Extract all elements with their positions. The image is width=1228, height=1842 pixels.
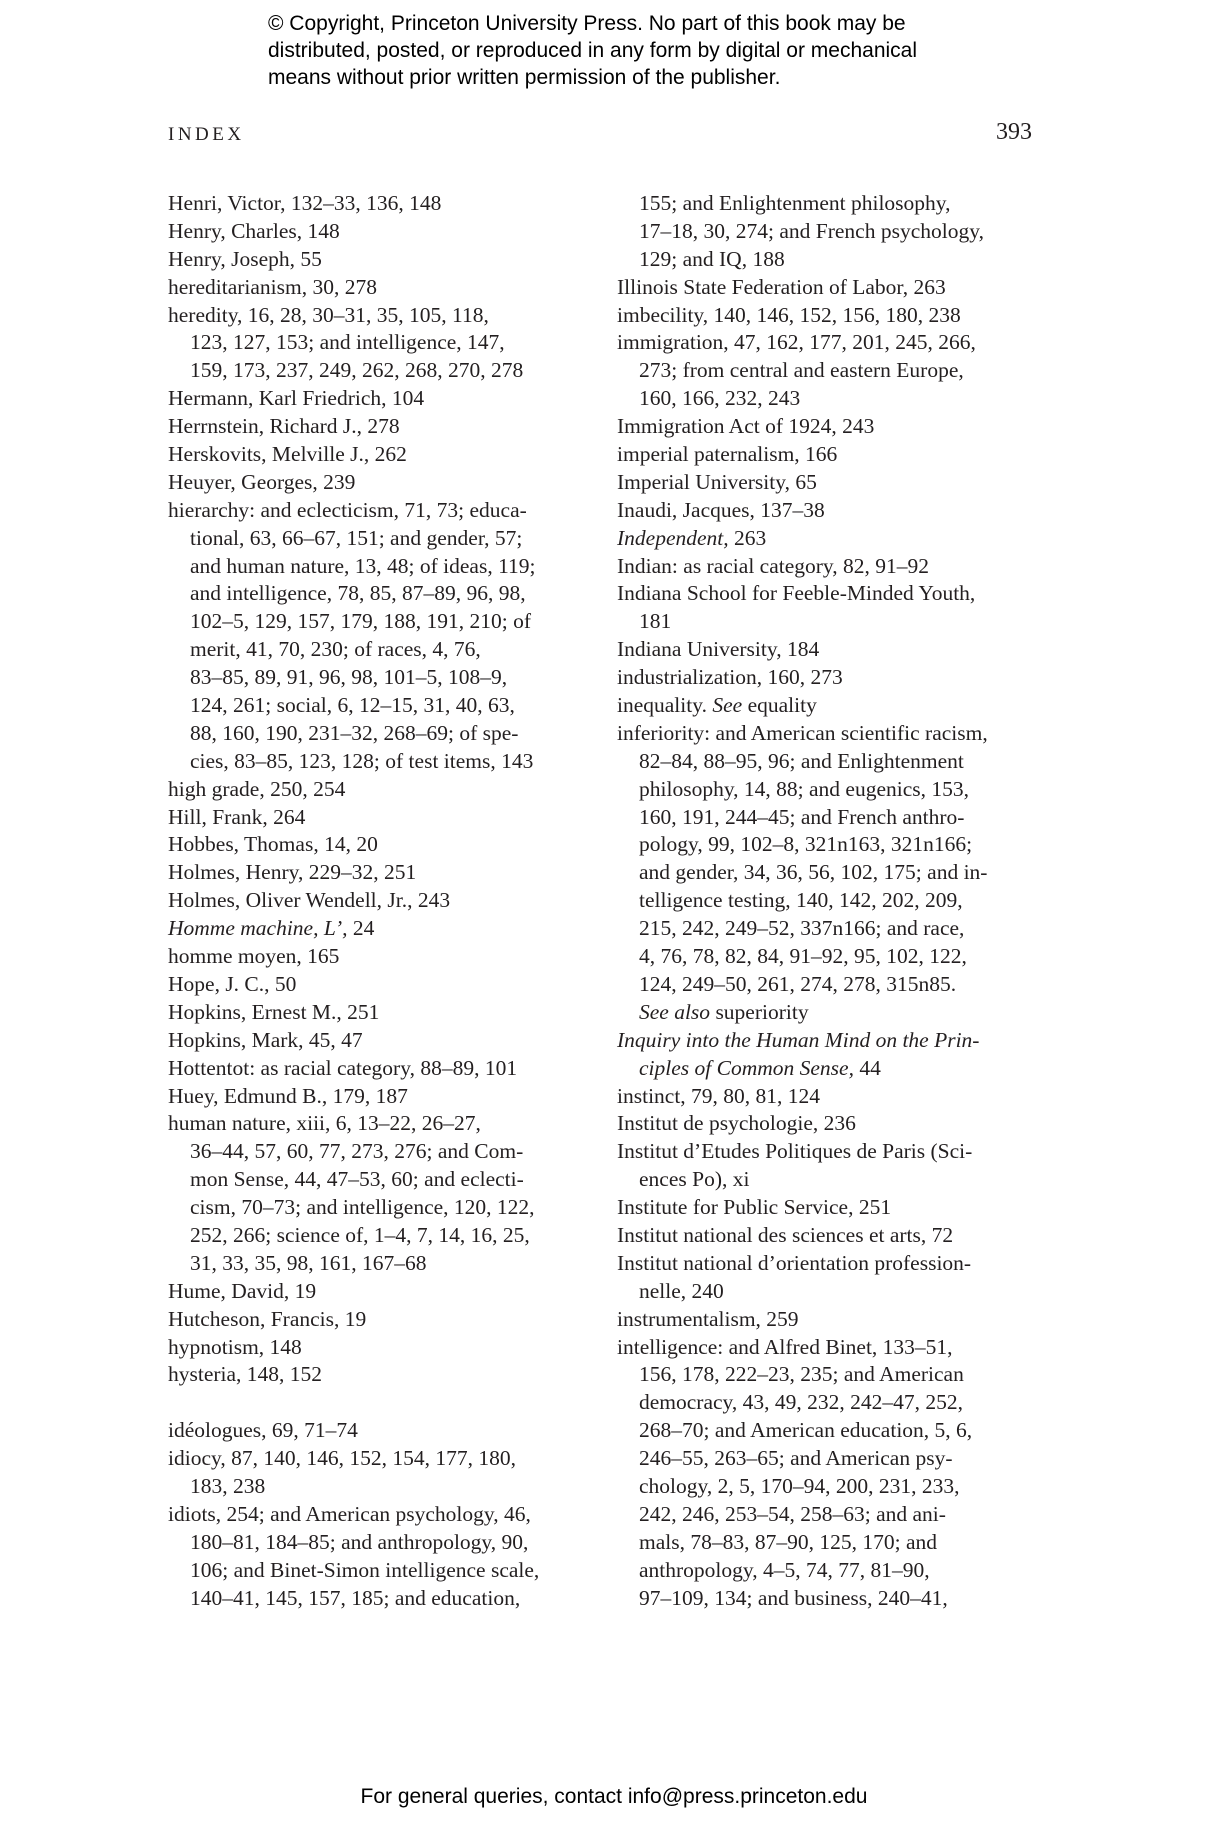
index-text: 215, 242, 249–52, 337n166; and race, bbox=[639, 916, 965, 941]
index-text: equality bbox=[742, 693, 817, 718]
index-text: 252, 266; science of, 1–4, 7, 14, 16, 25, bbox=[190, 1222, 530, 1247]
index-entry-line bbox=[168, 1278, 598, 1306]
index-entry-line bbox=[168, 1083, 598, 1111]
index-text: 181 bbox=[639, 609, 672, 634]
index-continuation-line bbox=[617, 804, 1047, 832]
index-text: 155; and Enlightenment philosophy, bbox=[639, 191, 951, 215]
index-text: telligence testing, 140, 142, 202, 209, bbox=[639, 888, 963, 913]
index-entry-line bbox=[617, 692, 1047, 720]
index-continuation-line bbox=[617, 1445, 1047, 1473]
index-text: hysteria, 148, 152 bbox=[168, 1362, 323, 1387]
index-continuation-line bbox=[617, 1166, 1047, 1194]
index-entry-line bbox=[168, 831, 598, 859]
index-text: Institut national d’orientation profession- bbox=[617, 1250, 972, 1275]
index-text: Hill, Frank, 264 bbox=[168, 804, 306, 829]
index-text: Hopkins, Ernest M., 251 bbox=[168, 999, 380, 1024]
index-continuation-line bbox=[168, 553, 598, 581]
index-entry-line bbox=[168, 776, 598, 804]
index-text: anthropology, 4–5, 74, 77, 81–90, bbox=[639, 1557, 930, 1582]
index-entry-line bbox=[168, 497, 598, 525]
index-text: 106; and Binet-Simon intelligence scale, bbox=[190, 1557, 540, 1582]
index-continuation-line bbox=[168, 720, 598, 748]
index-text: idéologues, 69, 71–74 bbox=[168, 1418, 358, 1443]
index-continuation-line bbox=[617, 748, 1047, 776]
index-text: 246–55, 263–65; and American psy- bbox=[639, 1446, 953, 1471]
index-text: instrumentalism, 259 bbox=[617, 1306, 799, 1331]
index-entry-line bbox=[617, 469, 1047, 497]
index-entry-line bbox=[168, 999, 598, 1027]
index-continuation-line bbox=[168, 608, 598, 636]
index-entry-line bbox=[617, 441, 1047, 469]
index-text: Henry, Joseph, 55 bbox=[168, 246, 322, 271]
index-entry-line bbox=[168, 1417, 598, 1445]
index-text: pology, 99, 102–8, 321n163, 321n166; bbox=[639, 832, 973, 857]
index-entry-line bbox=[617, 329, 1047, 357]
index-text: 183, 238 bbox=[190, 1473, 266, 1498]
index-entry-line bbox=[168, 804, 598, 832]
index-continuation-line bbox=[617, 831, 1047, 859]
index-entry-line bbox=[168, 1306, 598, 1334]
index-entry-line bbox=[617, 720, 1047, 748]
index-italic-text: See bbox=[712, 693, 743, 718]
index-column-left bbox=[168, 190, 598, 1612]
index-text: 160, 191, 244–45; and French anthro- bbox=[639, 804, 965, 829]
index-entry-line bbox=[617, 1194, 1047, 1222]
index-text: philosophy, 14, 88; and eugenics, 153, bbox=[639, 776, 970, 801]
index-text: and human nature, 13, 48; of ideas, 119; bbox=[190, 553, 536, 578]
index-column-right bbox=[617, 190, 1047, 1612]
index-entry-line bbox=[617, 553, 1047, 581]
index-text: idiocy, 87, 140, 146, 152, 154, 177, 180, bbox=[168, 1446, 516, 1471]
index-continuation-line bbox=[168, 1138, 598, 1166]
index-text: tional, 63, 66–67, 151; and gender, 57; bbox=[190, 525, 523, 550]
index-text: Indiana School for Feeble-Minded Youth, bbox=[617, 581, 976, 606]
index-text: and intelligence, 78, 85, 87–89, 96, 98, bbox=[190, 581, 526, 606]
index-continuation-line bbox=[617, 1557, 1047, 1585]
index-text: Herrnstein, Richard J., 278 bbox=[168, 414, 400, 439]
running-head: INDEX bbox=[168, 124, 245, 145]
index-text: merit, 41, 70, 230; of races, 4, 76, bbox=[190, 637, 481, 662]
copyright-line: © Copyright, Princeton University Press. No part of this book may be bbox=[268, 12, 906, 35]
index-entry-line bbox=[617, 1306, 1047, 1334]
index-continuation-line bbox=[617, 190, 1047, 218]
index-text: high grade, 250, 254 bbox=[168, 776, 346, 801]
index-continuation-line bbox=[617, 608, 1047, 636]
index-text: 140–41, 145, 157, 185; and education, bbox=[190, 1585, 521, 1610]
index-continuation-line bbox=[617, 1585, 1047, 1613]
index-entry-line bbox=[168, 385, 598, 413]
index-text: 180–81, 184–85; and anthropology, 90, bbox=[190, 1529, 529, 1554]
index-entry-line bbox=[168, 441, 598, 469]
index-text: ences Po), xi bbox=[639, 1167, 750, 1192]
index-text: Holmes, Oliver Wendell, Jr., 243 bbox=[168, 888, 451, 913]
index-text: 36–44, 57, 60, 77, 273, 276; and Com- bbox=[190, 1139, 524, 1164]
index-entry-line bbox=[617, 1138, 1047, 1166]
index-entry-line bbox=[168, 190, 598, 218]
index-text: Hope, J. C., 50 bbox=[168, 971, 297, 996]
index-entry-line bbox=[617, 497, 1047, 525]
index-continuation-line bbox=[617, 859, 1047, 887]
index-entry-line bbox=[168, 274, 598, 302]
index-text: mals, 78–83, 87–90, 125, 170; and bbox=[639, 1529, 937, 1554]
index-continuation-line bbox=[617, 1278, 1047, 1306]
index-continuation-line bbox=[617, 887, 1047, 915]
index-text: cism, 70–73; and intelligence, 120, 122, bbox=[190, 1195, 535, 1220]
index-text: Hobbes, Thomas, 14, 20 bbox=[168, 832, 378, 857]
copyright-line: means without prior written permission of the publisher. bbox=[268, 66, 781, 89]
index-text: Heuyer, Georges, 239 bbox=[168, 469, 356, 494]
index-text: Institut d’Etudes Politiques de Paris (Sci- bbox=[617, 1139, 973, 1164]
index-text: 88, 160, 190, 231–32, 268–69; of spe- bbox=[190, 720, 519, 745]
index-text: Henry, Charles, 148 bbox=[168, 218, 340, 243]
index-text: 31, 33, 35, 98, 161, 167–68 bbox=[190, 1250, 427, 1275]
index-text: 242, 246, 253–54, 258–63; and ani- bbox=[639, 1501, 946, 1526]
index-text: Illinois State Federation of Labor, 263 bbox=[617, 274, 946, 299]
index-text: 124, 249–50, 261, 274, 278, 315n85. bbox=[639, 971, 957, 996]
index-text: superiority bbox=[710, 999, 809, 1024]
index-text: imbecility, 140, 146, 152, 156, 180, 238 bbox=[617, 302, 961, 327]
index-continuation-line bbox=[168, 357, 598, 385]
index-continuation-line bbox=[617, 1055, 1047, 1083]
index-entry-line bbox=[168, 887, 598, 915]
index-continuation-line bbox=[168, 1166, 598, 1194]
index-text: Institute for Public Service, 251 bbox=[617, 1195, 892, 1220]
index-text: 268–70; and American education, 5, 6, bbox=[639, 1418, 973, 1443]
copyright-line: distributed, posted, or reproduced in any form by digital or mechanical bbox=[268, 39, 918, 62]
index-text: cies, 83–85, 123, 128; of test items, 143 bbox=[190, 748, 534, 773]
index-text: inferiority: and American scientific racism, bbox=[617, 720, 988, 745]
index-text: Indiana University, 184 bbox=[617, 637, 820, 662]
index-entry-line bbox=[168, 413, 598, 441]
index-text: Holmes, Henry, 229–32, 251 bbox=[168, 860, 417, 885]
index-entry-line bbox=[617, 274, 1047, 302]
index-continuation-line bbox=[617, 246, 1047, 274]
index-continuation-line bbox=[617, 776, 1047, 804]
index-text: 263 bbox=[728, 525, 767, 550]
index-continuation-line bbox=[617, 357, 1047, 385]
index-entry-line bbox=[168, 943, 598, 971]
index-entry-line bbox=[617, 1110, 1047, 1138]
index-continuation-line bbox=[168, 525, 598, 553]
index-continuation-line bbox=[617, 999, 1047, 1027]
index-text: Institut de psychologie, 236 bbox=[617, 1111, 856, 1136]
index-text: 4, 76, 78, 82, 84, 91–92, 95, 102, 122, bbox=[639, 944, 967, 969]
index-text: Henri, Victor, 132–33, 136, 148 bbox=[168, 191, 442, 215]
index-italic-text: See also bbox=[639, 999, 711, 1024]
index-text: nelle, 240 bbox=[639, 1278, 724, 1303]
index-text: hierarchy: and eclecticism, 71, 73; educa- bbox=[168, 497, 527, 522]
index-entry-line bbox=[168, 915, 598, 943]
index-text: 17–18, 30, 274; and French psychology, bbox=[639, 218, 984, 243]
index-entry-line bbox=[168, 1334, 598, 1362]
index-text: mon Sense, 44, 47–53, 60; and eclecti- bbox=[190, 1167, 524, 1192]
index-text: homme moyen, 165 bbox=[168, 944, 340, 969]
index-continuation-line bbox=[168, 1529, 598, 1557]
index-italic-text: Inquiry into the Human Mind on the Prin- bbox=[617, 1027, 980, 1052]
index-text: and gender, 34, 36, 56, 102, 175; and in- bbox=[639, 860, 988, 885]
index-entry-line bbox=[617, 413, 1047, 441]
index-section-gap bbox=[168, 1389, 598, 1417]
index-text: Imperial University, 65 bbox=[617, 469, 817, 494]
index-continuation-line bbox=[617, 1501, 1047, 1529]
index-continuation-line bbox=[168, 748, 598, 776]
index-text: 24 bbox=[347, 916, 375, 941]
index-entry-line bbox=[617, 525, 1047, 553]
index-continuation-line bbox=[617, 1361, 1047, 1389]
index-text: Immigration Act of 1924, 243 bbox=[617, 414, 875, 439]
index-continuation-line bbox=[168, 1557, 598, 1585]
index-text: 44 bbox=[853, 1055, 881, 1080]
index-entry-line bbox=[168, 971, 598, 999]
index-entry-line bbox=[168, 1361, 598, 1389]
index-text: 102–5, 129, 157, 179, 188, 191, 210; of bbox=[190, 609, 532, 634]
index-text: idiots, 254; and American psychology, 46, bbox=[168, 1501, 531, 1526]
index-continuation-line bbox=[168, 692, 598, 720]
index-entry-line bbox=[168, 859, 598, 887]
index-entry-line bbox=[617, 302, 1047, 330]
index-text: instinct, 79, 80, 81, 124 bbox=[617, 1083, 821, 1108]
index-italic-text: Independent, bbox=[617, 525, 729, 550]
index-entry-line bbox=[168, 1445, 598, 1473]
index-entry-line bbox=[168, 469, 598, 497]
index-text: 123, 127, 153; and intelligence, 147, bbox=[190, 330, 505, 355]
index-text: 124, 261; social, 6, 12–15, 31, 40, 63, bbox=[190, 693, 515, 718]
index-continuation-line bbox=[168, 1250, 598, 1278]
index-italic-text: ciples of Common Sense, bbox=[639, 1055, 854, 1080]
index-continuation-line bbox=[617, 1417, 1047, 1445]
index-continuation-line bbox=[168, 580, 598, 608]
index-entry-line bbox=[617, 1027, 1047, 1055]
index-text: imperial paternalism, 166 bbox=[617, 442, 838, 467]
index-text: 82–84, 88–95, 96; and Enlightenment bbox=[639, 748, 964, 773]
index-text: hereditarianism, 30, 278 bbox=[168, 274, 377, 299]
index-text: Hermann, Karl Friedrich, 104 bbox=[168, 386, 425, 411]
index-continuation-line bbox=[617, 971, 1047, 999]
page-number: 393 bbox=[996, 119, 1032, 145]
index-continuation-line bbox=[617, 1389, 1047, 1417]
index-continuation-line bbox=[617, 1473, 1047, 1501]
index-text: Hottentot: as racial category, 88–89, 101 bbox=[168, 1055, 518, 1080]
index-entry-line bbox=[168, 246, 598, 274]
index-continuation-line bbox=[617, 1529, 1047, 1557]
index-text: 160, 166, 232, 243 bbox=[639, 386, 801, 411]
index-entry-line bbox=[617, 1250, 1047, 1278]
index-text: heredity, 16, 28, 30–31, 35, 105, 118, bbox=[168, 302, 489, 327]
index-continuation-line bbox=[617, 915, 1047, 943]
index-continuation-line bbox=[617, 218, 1047, 246]
index-text: Institut national des sciences et arts, 72 bbox=[617, 1222, 954, 1247]
index-continuation-line bbox=[168, 329, 598, 357]
index-entry-line bbox=[617, 1083, 1047, 1111]
index-entry-line bbox=[617, 636, 1047, 664]
index-text: Huey, Edmund B., 179, 187 bbox=[168, 1083, 408, 1108]
index-text: intelligence: and Alfred Binet, 133–51, bbox=[617, 1334, 953, 1359]
index-text: 159, 173, 237, 249, 262, 268, 270, 278 bbox=[190, 358, 524, 383]
index-entry-line bbox=[617, 664, 1047, 692]
index-entry-line bbox=[617, 1222, 1047, 1250]
index-entry-line bbox=[168, 218, 598, 246]
index-entry-line bbox=[617, 580, 1047, 608]
index-text: Hutcheson, Francis, 19 bbox=[168, 1306, 367, 1331]
index-continuation-line bbox=[168, 664, 598, 692]
index-continuation-line bbox=[168, 1222, 598, 1250]
index-text: Herskovits, Melville J., 262 bbox=[168, 442, 407, 467]
index-text: Hopkins, Mark, 45, 47 bbox=[168, 1027, 363, 1052]
copyright-notice bbox=[268, 10, 1068, 91]
index-entry-line bbox=[168, 302, 598, 330]
index-continuation-line bbox=[168, 1194, 598, 1222]
index-entry-line bbox=[168, 1501, 598, 1529]
index-text: industrialization, 160, 273 bbox=[617, 665, 843, 690]
index-continuation-line bbox=[168, 1585, 598, 1613]
index-text: immigration, 47, 162, 177, 201, 245, 266, bbox=[617, 330, 976, 355]
index-entry-line bbox=[617, 1334, 1047, 1362]
index-italic-text: Homme machine, L’, bbox=[168, 916, 348, 941]
index-text: Indian: as racial category, 82, 91–92 bbox=[617, 553, 930, 578]
index-entry-line bbox=[168, 1027, 598, 1055]
index-text: 129; and IQ, 188 bbox=[639, 246, 785, 271]
index-text: chology, 2, 5, 170–94, 200, 231, 233, bbox=[639, 1473, 960, 1498]
index-continuation-line bbox=[168, 636, 598, 664]
index-continuation-line bbox=[168, 1473, 598, 1501]
index-entry-line bbox=[168, 1055, 598, 1083]
index-entry-line bbox=[168, 1110, 598, 1138]
index-continuation-line bbox=[617, 943, 1047, 971]
index-text: hypnotism, 148 bbox=[168, 1334, 302, 1359]
index-text: Inaudi, Jacques, 137–38 bbox=[617, 497, 825, 522]
index-text: 83–85, 89, 91, 96, 98, 101–5, 108–9, bbox=[190, 665, 508, 690]
index-text: Hume, David, 19 bbox=[168, 1278, 317, 1303]
index-continuation-line bbox=[617, 385, 1047, 413]
footer-contact: For general queries, contact info@press.princeton.edu bbox=[360, 1785, 868, 1808]
index-text: inequality. bbox=[617, 693, 713, 718]
index-text: democracy, 43, 49, 232, 242–47, 252, bbox=[639, 1390, 964, 1415]
index-text: 97–109, 134; and business, 240–41, bbox=[639, 1585, 948, 1610]
index-text: 156, 178, 222–23, 235; and American bbox=[639, 1362, 964, 1387]
index-text: human nature, xiii, 6, 13–22, 26–27, bbox=[168, 1111, 481, 1136]
index-text: 273; from central and eastern Europe, bbox=[639, 358, 964, 383]
